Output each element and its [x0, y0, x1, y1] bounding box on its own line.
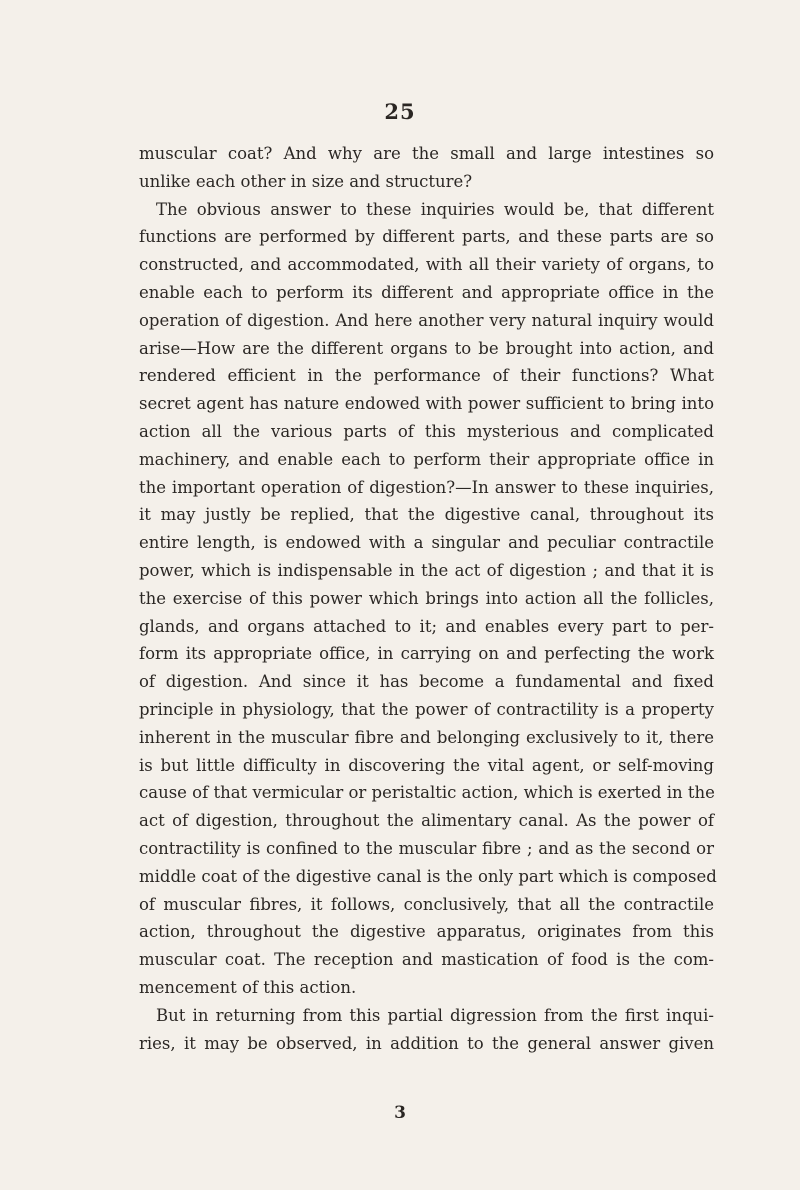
text-line: it may justly be replied, that the digestive canal, throughout its — [139, 505, 714, 525]
text-line: rendered efficient in the performance of their functions? What — [139, 366, 714, 386]
text-line: principle in physiology, that the power of contractility is a property — [139, 699, 714, 719]
text-line: entire length, is endowed with a singular and peculiar contractile — [139, 533, 714, 553]
text-line: But in returning from this partial digression from the first inqui- — [156, 1005, 714, 1025]
text-line: The obvious answer to these inquiries would be, that different — [156, 199, 714, 219]
text-line: contractility is confined to the muscular fibre ; and as the second or — [139, 838, 714, 858]
text-line: of muscular fibres, it follows, conclusively, that all the contractile — [139, 894, 714, 914]
text-line: of digestion. And since it has become a fundamental and fixed — [139, 672, 714, 692]
text-line: form its appropriate office, in carrying on and perfecting the work — [139, 644, 714, 664]
text-line: unlike each other in size and structure? — [139, 171, 473, 191]
text-line: the exercise of this power which brings into action all the follicles, — [139, 588, 714, 608]
text-line: secret agent has nature endowed with power sufficient to bring into — [139, 394, 714, 414]
text-line: action, throughout the digestive apparatus, originates from this — [139, 922, 714, 942]
text-line: machinery, and enable each to perform their appropriate office in — [139, 449, 714, 469]
text-line: action all the various parts of this mysterious and complicated — [139, 421, 714, 441]
text-line: the important operation of digestion?—In answer to these inquiries, — [139, 477, 714, 497]
text-line: act of digestion, throughout the alimentary canal. As the power of — [139, 811, 714, 831]
text-line: ries, it may be observed, in addition to the general answer given — [139, 1033, 714, 1053]
text-line: muscular coat? And why are the small and large intestines so — [139, 144, 714, 163]
page-number: 25 — [384, 99, 416, 124]
body-text — [139, 140, 717, 1057]
text-line: mencement of this action. — [139, 977, 357, 997]
text-line: arise—How are the different organs to be brought into action, and — [139, 338, 714, 358]
text-line: inherent in the muscular fibre and belonging exclusively to it, there — [139, 727, 714, 747]
text-line: cause of that vermicular or peristaltic action, which is exerted in the — [139, 783, 715, 803]
text-line: functions are performed by different parts, and these parts are so — [139, 227, 714, 247]
text-line: operation of digestion. And here another very natural inquiry would — [139, 310, 714, 330]
text-line: middle coat of the digestive canal is the only part which is composed — [139, 866, 717, 886]
text-line: muscular coat. The reception and mastication of food is the com- — [139, 950, 714, 970]
text-line: enable each to perform its different and appropriate office in the — [139, 282, 714, 302]
text-line: power, which is indispensable in the act of digestion ; and that it is — [139, 560, 714, 580]
signature-mark: 3 — [394, 1103, 406, 1123]
text-line: glands, and organs attached to it; and enables every part to per- — [139, 616, 714, 636]
text-line: is but little difficulty in discovering the vital agent, or self-moving — [139, 755, 714, 775]
text-line: constructed, and accommodated, with all their variety of organs, to — [139, 255, 714, 275]
